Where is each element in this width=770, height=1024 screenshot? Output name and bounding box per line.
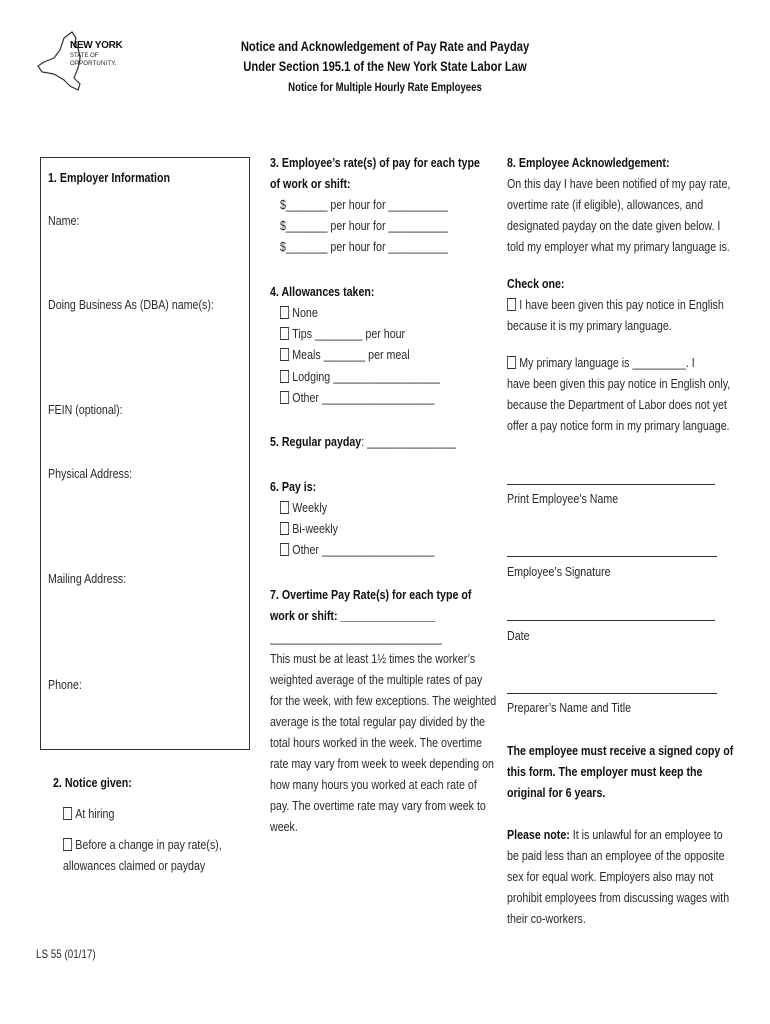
overtime-text-line: pay. The overtime rate may vary from week to xyxy=(270,798,486,813)
allowance-other[interactable] xyxy=(280,387,435,408)
rate-row-2[interactable]: $_______ per hour for __________ xyxy=(280,218,448,233)
pay-other-label: Other ___________________ xyxy=(292,542,435,557)
form-title-line1: Notice and Acknowledgement of Pay Rate and Payday xyxy=(240,38,530,54)
rate-row-3[interactable]: $_______ per hour for __________ xyxy=(280,239,448,254)
pay-weekly[interactable] xyxy=(280,497,327,518)
change-label: Before a change in pay rate(s), xyxy=(75,837,222,852)
regular-payday-blank: : _______________ xyxy=(361,434,457,449)
biweekly-label: Bi-weekly xyxy=(292,521,338,536)
notice-change-label-cont: allowances claimed or payday xyxy=(63,858,206,873)
check-one-title: Check one: xyxy=(507,276,565,291)
weekly-label: Weekly xyxy=(292,500,328,515)
please-note-line xyxy=(507,824,723,845)
overtime-explanation xyxy=(270,648,546,837)
date-label: Date xyxy=(507,628,530,643)
form-id: LS 55 (01/17) xyxy=(36,947,96,961)
logo-line2: STATE OF xyxy=(70,53,99,59)
pay-is-title: 6. Pay is: xyxy=(270,479,317,494)
primary-language-label: My primary language is _________. I xyxy=(519,355,695,370)
ack-text-line: On this day I have been notified of my pay rate, xyxy=(507,176,731,191)
rates-title-line1: 3. Employee’s rate(s) of pay for each type xyxy=(270,155,480,170)
pay-other[interactable] xyxy=(280,539,435,560)
ack-text-line: designated payday on the date given below. I xyxy=(507,218,721,233)
language-other-option[interactable] xyxy=(507,352,695,373)
overtime-text-line: weighted average of the multiple rates of pay xyxy=(270,672,483,687)
employer-info-box xyxy=(40,157,250,750)
english-checkbox[interactable] xyxy=(507,298,516,311)
notice-change-option[interactable] xyxy=(63,834,222,855)
preparer-line[interactable] xyxy=(507,693,717,694)
allowance-tips[interactable] xyxy=(280,323,405,344)
pay-biweekly[interactable] xyxy=(280,518,338,539)
overtime-text-line: This must be at least 1½ times the worker’s xyxy=(270,651,476,666)
dba-label: Doing Business As (DBA) name(s): xyxy=(48,297,214,312)
at-hiring-label: At hiring xyxy=(75,806,115,821)
allowance-other-checkbox[interactable] xyxy=(280,391,289,404)
english-label-cont: because it is my primary language. xyxy=(507,318,672,333)
primary-language-text: offer a pay notice form in my primary language. xyxy=(507,418,730,433)
form-subtitle: Notice for Multiple Hourly Rate Employees xyxy=(288,80,482,94)
allowances-title: 4. Allowances taken: xyxy=(270,284,375,299)
allowance-meals[interactable] xyxy=(280,344,410,365)
overtime-title-line2[interactable]: work or shift: ________________ xyxy=(270,608,436,623)
biweekly-checkbox[interactable] xyxy=(280,522,289,535)
overtime-blank-line[interactable]: _____________________________ xyxy=(270,630,442,645)
logo-line1: NEW YORK xyxy=(70,40,123,51)
overtime-text-line: total hours worked in the week. The overtime xyxy=(270,735,482,750)
tips-label: Tips ________ per hour xyxy=(292,326,406,341)
please-note-text: their co-workers. xyxy=(507,911,586,926)
acknowledgement-title: 8. Employee Acknowledgement: xyxy=(507,155,670,170)
none-label: None xyxy=(292,305,318,320)
overtime-text-line: for the week, with few exceptions. The weighted xyxy=(270,693,497,708)
primary-language-checkbox[interactable] xyxy=(507,356,516,369)
ack-text-line: overtime rate (if eligible), allowances, and xyxy=(507,197,704,212)
date-line[interactable] xyxy=(507,620,715,621)
change-checkbox[interactable] xyxy=(63,838,72,851)
nys-logo xyxy=(34,28,134,98)
physical-address-label: Physical Address: xyxy=(48,466,133,481)
none-checkbox[interactable] xyxy=(280,306,289,319)
weekly-checkbox[interactable] xyxy=(280,501,289,514)
lodging-label: Lodging __________________ xyxy=(292,369,440,384)
logo-line3: OPPORTUNITY. xyxy=(70,61,117,67)
overtime-text-line: week. xyxy=(270,819,298,834)
allowance-other-label: Other ___________________ xyxy=(292,390,435,405)
please-note-text: It is unlawful for an employee to xyxy=(569,827,723,842)
acknowledgement-body xyxy=(507,173,770,257)
primary-language-text: have been given this pay notice in English only, xyxy=(507,376,731,391)
notice-at-hiring-option[interactable] xyxy=(63,803,114,824)
fein-label: FEIN (optional): xyxy=(48,402,123,417)
regular-payday-label: 5. Regular payday xyxy=(270,434,362,449)
please-note-text: be paid less than an employee of the opposite xyxy=(507,848,725,863)
please-note-label: Please note: xyxy=(507,827,570,842)
allowance-lodging[interactable] xyxy=(280,366,440,387)
lodging-checkbox[interactable] xyxy=(280,370,289,383)
copy-notice-line: original for 6 years. xyxy=(507,785,606,800)
employer-info-title: 1. Employer Information xyxy=(48,170,171,185)
overtime-text-line: how many hours you worked at each rate of xyxy=(270,777,477,792)
pay-other-checkbox[interactable] xyxy=(280,543,289,556)
regular-payday[interactable] xyxy=(270,431,456,452)
overtime-title-line1: 7. Overtime Pay Rate(s) for each type of xyxy=(270,587,472,602)
tips-checkbox[interactable] xyxy=(280,327,289,340)
phone-label: Phone: xyxy=(48,677,82,692)
print-name-label: Print Employee’s Name xyxy=(507,491,619,506)
signature-label: Employee’s Signature xyxy=(507,564,611,579)
notice-given-title: 2. Notice given: xyxy=(53,775,132,790)
allowance-none[interactable] xyxy=(280,302,318,323)
copy-notice-line: this form. The employer must keep the xyxy=(507,764,703,779)
copy-notice-line: The employee must receive a signed copy of xyxy=(507,743,734,758)
language-english-option[interactable] xyxy=(507,294,724,315)
english-label: I have been given this pay notice in English xyxy=(519,297,724,312)
employer-name-label: Name: xyxy=(48,213,80,228)
please-note-text: prohibit employees from discussing wages with xyxy=(507,890,730,905)
preparer-label: Preparer’s Name and Title xyxy=(507,700,632,715)
print-name-line[interactable] xyxy=(507,484,715,485)
form-title-line2: Under Section 195.1 of the New York State Labor Law xyxy=(243,58,527,74)
meals-checkbox[interactable] xyxy=(280,348,289,361)
primary-language-text: because the Department of Labor does not yet xyxy=(507,397,727,412)
overtime-text-line: average is the total regular pay divided by the xyxy=(270,714,486,729)
ack-text-line: told my employer what my primary language is. xyxy=(507,239,730,254)
meals-label: Meals _______ per meal xyxy=(292,347,410,362)
signature-line[interactable] xyxy=(507,556,717,557)
please-note-text: sex for equal work. Employers also may not xyxy=(507,869,714,884)
at-hiring-checkbox[interactable] xyxy=(63,807,72,820)
mailing-address-label: Mailing Address: xyxy=(48,571,127,586)
overtime-text-line: rate may vary from week to week depending on xyxy=(270,756,494,771)
rates-title-line2: of work or shift: xyxy=(270,176,351,191)
rate-row-1[interactable]: $_______ per hour for __________ xyxy=(280,197,448,212)
